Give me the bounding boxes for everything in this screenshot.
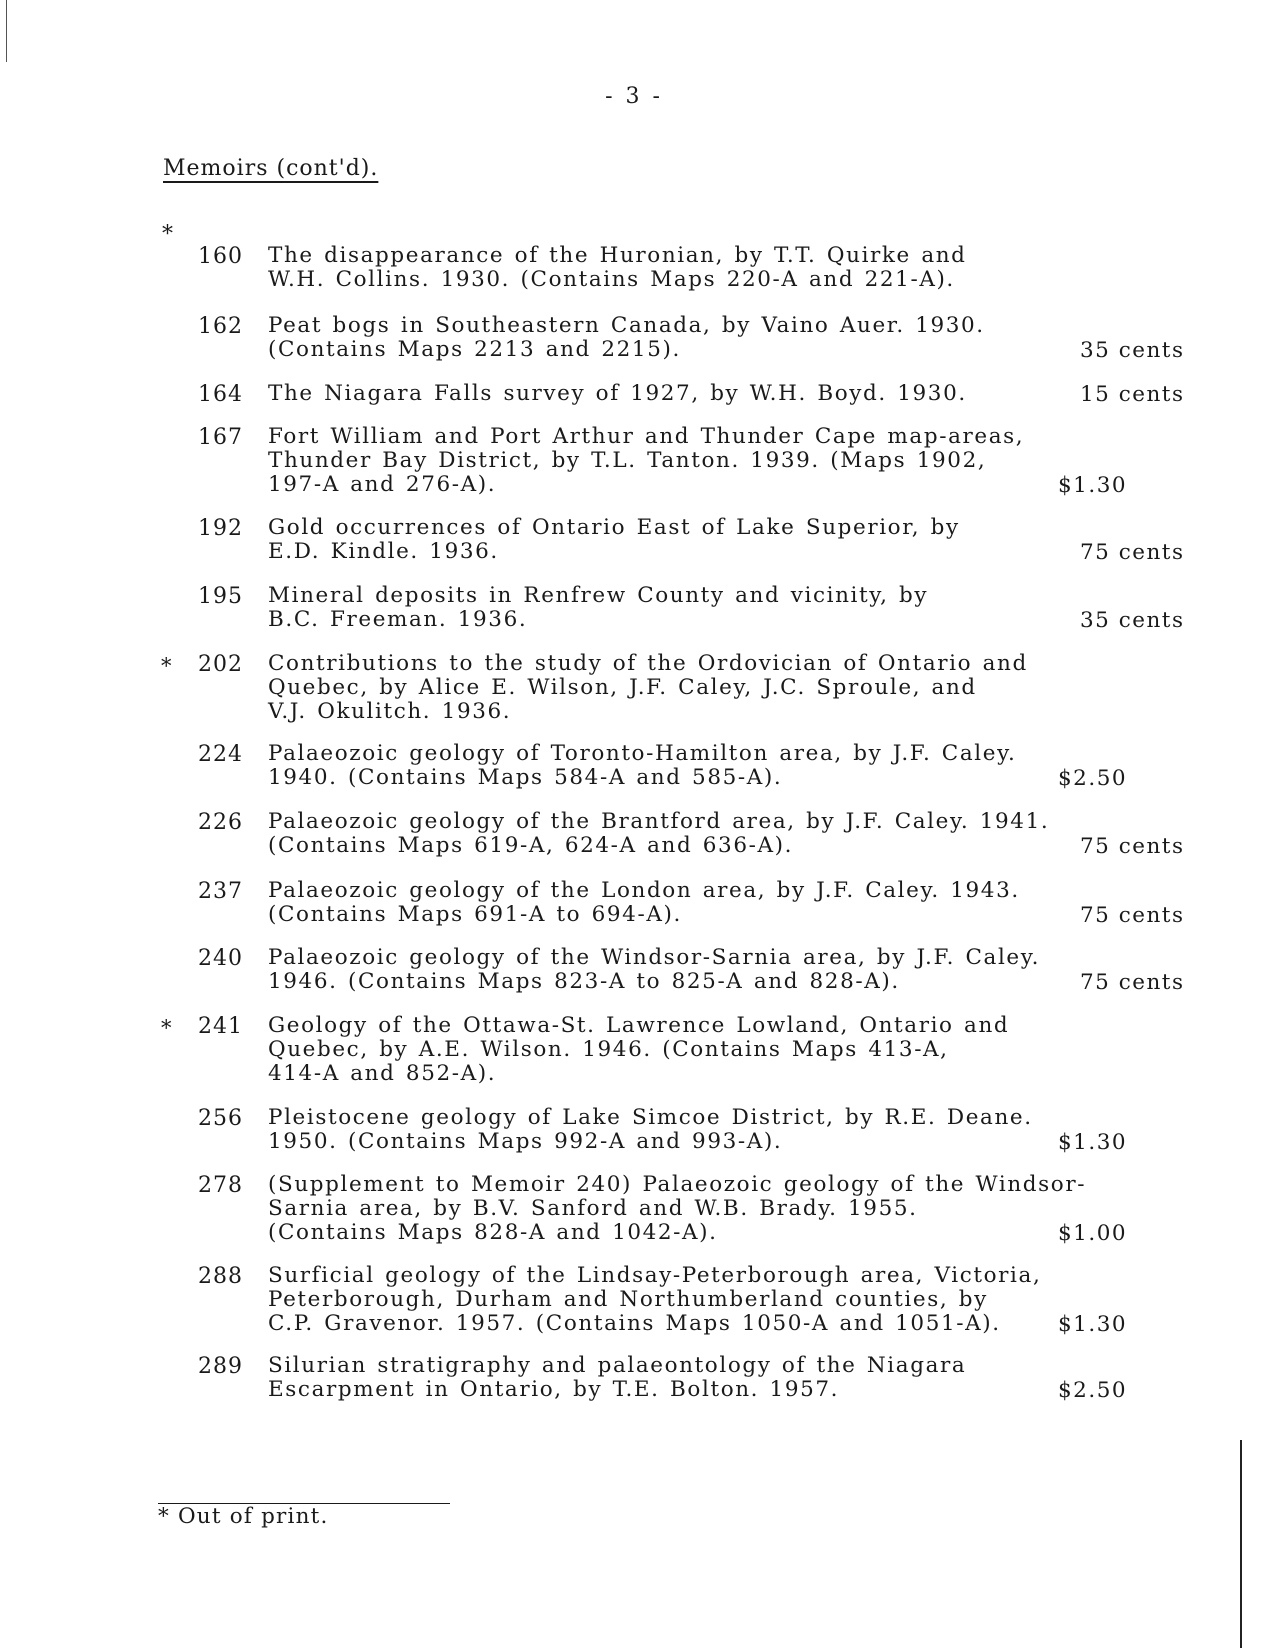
memoir-number: 195	[198, 584, 243, 609]
memoir-price: 75 cents	[1080, 903, 1185, 928]
out-of-print-marker: *	[161, 1016, 172, 1040]
memoir-description-line: Escarpment in Ontario, by T.E. Bolton. 1957.	[268, 1377, 840, 1402]
footnote: * Out of print.	[158, 1504, 329, 1529]
memoir-price: 75 cents	[1080, 970, 1185, 995]
memoir-description-line: Palaeozoic geology of the London area, by J.F. Caley. 1943.	[268, 878, 1020, 903]
memoir-description-line: B.C. Freeman. 1936.	[268, 607, 528, 632]
memoir-number: 288	[198, 1264, 243, 1289]
memoir-price: 75 cents	[1080, 540, 1185, 565]
section-heading: Memoirs (cont'd).	[163, 156, 379, 181]
memoir-price: 35 cents	[1080, 608, 1185, 633]
memoir-description	[268, 382, 1098, 406]
memoir-number: 256	[198, 1106, 243, 1131]
memoir-description-line: Palaeozoic geology of Toronto-Hamilton area, by J.F. Caley.	[268, 741, 1017, 766]
memoir-number: 240	[198, 946, 243, 971]
memoir-number: 162	[198, 314, 243, 339]
memoir-description-line: (Supplement to Memoir 240) Palaeozoic geology of the Windsor-	[268, 1172, 1087, 1197]
memoir-price: $2.50	[1058, 1378, 1128, 1403]
memoir-description	[268, 244, 1098, 292]
memoir-description	[268, 1264, 1098, 1336]
memoir-description	[268, 425, 1098, 497]
memoir-description	[268, 1014, 1098, 1086]
memoir-description-line: W.H. Collins. 1930. (Contains Maps 220-A and 221-A).	[268, 267, 955, 292]
memoir-description-line: 414-A and 852-A).	[268, 1061, 497, 1086]
memoir-description-line: Quebec, by Alice E. Wilson, J.F. Caley, J.C. Sproule, and	[268, 675, 977, 700]
memoir-number: 241	[198, 1014, 243, 1039]
memoir-description-line: V.J. Okulitch. 1936.	[268, 699, 512, 724]
memoir-description-line: Peat bogs in Southeastern Canada, by Vaino Auer. 1930.	[268, 313, 985, 338]
memoir-description	[268, 652, 1098, 724]
memoir-description	[268, 742, 1098, 790]
memoir-description-line: Quebec, by A.E. Wilson. 1946. (Contains Maps 413-A,	[268, 1037, 949, 1062]
memoir-number: 289	[198, 1354, 243, 1379]
memoir-description-line: Gold occurrences of Ontario East of Lake Superior, by	[268, 515, 960, 540]
memoir-description-line: Mineral deposits in Renfrew County and vicinity, by	[268, 583, 929, 608]
memoir-price: $1.00	[1058, 1221, 1128, 1246]
memoir-description	[268, 516, 1098, 564]
memoir-description	[268, 879, 1098, 927]
memoir-description-line: 1946. (Contains Maps 823-A to 825-A and 828-A).	[268, 969, 900, 994]
memoir-description-line: E.D. Kindle. 1936.	[268, 539, 499, 564]
memoir-description	[268, 314, 1098, 362]
memoir-description	[268, 946, 1098, 994]
out-of-print-marker: *	[161, 654, 172, 678]
memoir-description-line: Contributions to the study of the Ordovician of Ontario and	[268, 651, 1028, 676]
memoir-description-line: Peterborough, Durham and Northumberland counties, by	[268, 1287, 988, 1312]
memoir-description-line: Geology of the Ottawa-St. Lawrence Lowland, Ontario and	[268, 1013, 1010, 1038]
memoir-number: 192	[198, 516, 243, 541]
memoir-description-line: Palaeozoic geology of the Windsor-Sarnia area, by J.F. Caley.	[268, 945, 1041, 970]
memoir-number: 278	[198, 1173, 243, 1198]
memoir-price: $1.30	[1058, 473, 1128, 498]
memoir-description-line: Silurian stratigraphy and palaeontology of the Niagara	[268, 1353, 967, 1378]
memoir-number: 167	[198, 425, 243, 450]
memoir-description	[268, 810, 1098, 858]
memoir-description-line: Fort William and Port Arthur and Thunder Cape map-areas,	[268, 424, 1025, 449]
memoir-description-line: 197-A and 276-A).	[268, 472, 497, 497]
memoir-price: $1.30	[1058, 1312, 1128, 1337]
out-of-print-marker: *	[162, 222, 173, 247]
memoir-description-line: The disappearance of the Huronian, by T.T. Quirke and	[268, 243, 967, 268]
memoir-number: 202	[198, 652, 243, 677]
memoir-description-line: Sarnia area, by B.V. Sanford and W.B. Brady. 1955.	[268, 1196, 918, 1221]
memoir-description	[268, 1354, 1098, 1402]
memoir-number: 224	[198, 742, 243, 767]
memoir-number: 237	[198, 879, 243, 904]
memoir-description-line: The Niagara Falls survey of 1927, by W.H. Boyd. 1930.	[268, 381, 967, 406]
memoir-description-line: (Contains Maps 828-A and 1042-A).	[268, 1220, 718, 1245]
memoir-description-line: (Contains Maps 2213 and 2215).	[268, 337, 681, 362]
memoir-number: 164	[198, 382, 243, 407]
memoir-description-line: C.P. Gravenor. 1957. (Contains Maps 1050-A and 1051-A).	[268, 1311, 1001, 1336]
memoir-price: $2.50	[1058, 766, 1128, 791]
memoir-description-line: (Contains Maps 619-A, 624-A and 636-A).	[268, 833, 794, 858]
memoir-description-line: Surficial geology of the Lindsay-Peterborough area, Victoria,	[268, 1263, 1042, 1288]
memoir-number: 226	[198, 810, 243, 835]
memoir-description-line: Thunder Bay District, by T.L. Tanton. 1939. (Maps 1902,	[268, 448, 987, 473]
memoir-price: 35 cents	[1080, 338, 1185, 363]
memoir-description-line: 1950. (Contains Maps 992-A and 993-A).	[268, 1129, 783, 1154]
memoir-price: $1.30	[1058, 1130, 1128, 1155]
memoir-description-line: 1940. (Contains Maps 584-A and 585-A).	[268, 765, 783, 790]
memoir-description-line: Pleistocene geology of Lake Simcoe District, by R.E. Deane.	[268, 1105, 1033, 1130]
page-number: - 3 -	[605, 84, 663, 109]
memoir-description-line: Palaeozoic geology of the Brantford area, by J.F. Caley. 1941.	[268, 809, 1050, 834]
memoir-number: 160	[198, 244, 243, 269]
memoir-description	[268, 1173, 1098, 1245]
memoir-description	[268, 1106, 1098, 1154]
memoir-price: 75 cents	[1080, 834, 1185, 859]
memoir-description-line: (Contains Maps 691-A to 694-A).	[268, 902, 682, 927]
memoir-description	[268, 584, 1098, 632]
scan-edge-mark	[6, 0, 7, 62]
scan-edge-mark	[1240, 1440, 1242, 1648]
memoir-price: 15 cents	[1080, 382, 1185, 407]
